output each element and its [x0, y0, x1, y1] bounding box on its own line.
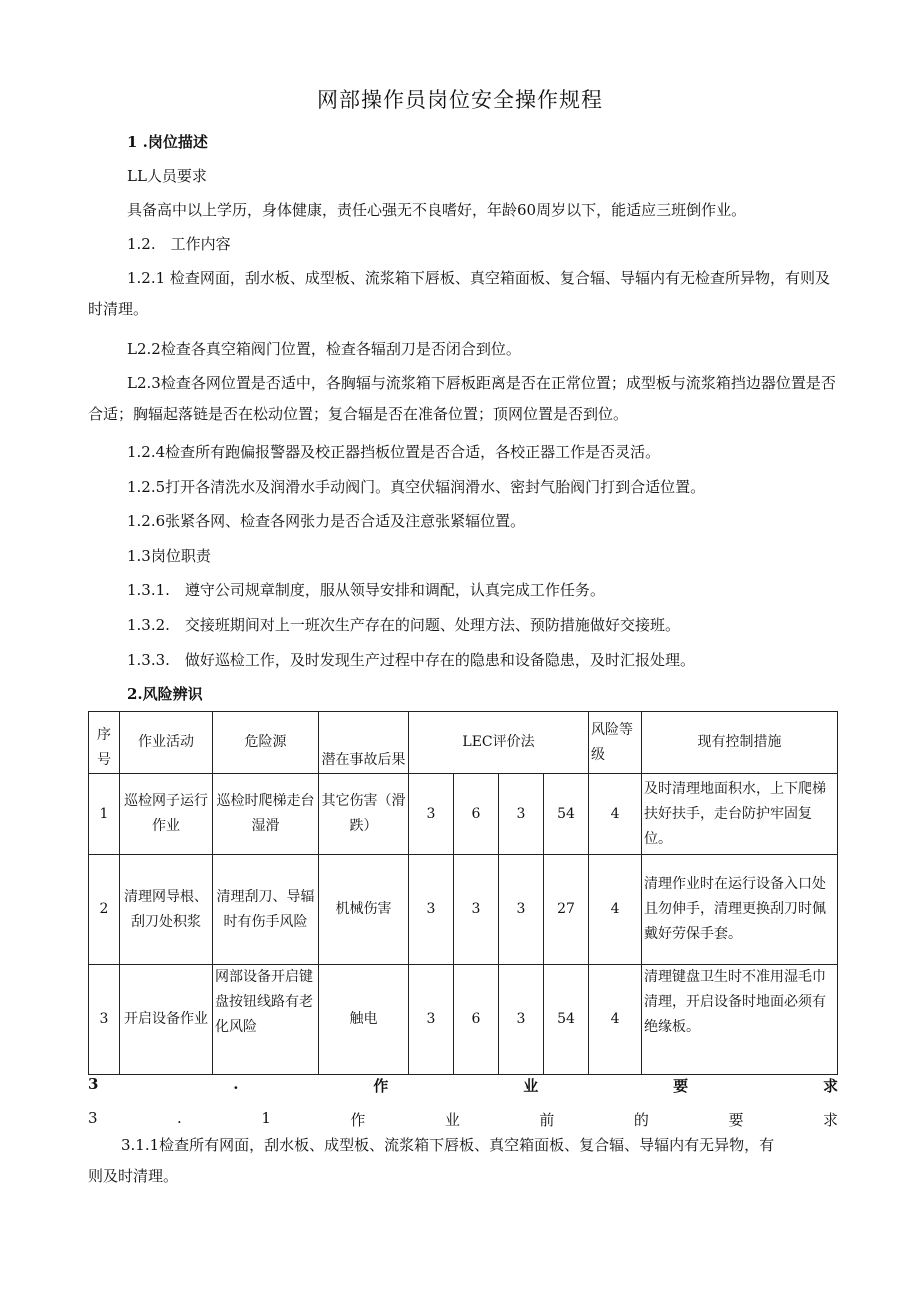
heading-char: 要: [673, 1077, 689, 1095]
heading-char: 作: [373, 1077, 389, 1095]
item-1-3-2: 1.3.2. 交接班期间对上一班次生产存在的问题、处理方法、预防措施做好交接班。: [127, 616, 680, 634]
heading-char: 求: [822, 1111, 838, 1129]
subsection-1-1-text: 具备高中以上学历，身体健康，责任心强无不良嗜好，年龄60周岁以下，能适应三班倒作业。: [127, 201, 747, 219]
cell-c: 3: [499, 855, 544, 965]
table-header-row: [89, 712, 838, 774]
item-1-2-3: L2.3检查各网位置是否适中，各胸辐与流浆箱下唇板距离是否在正常位置；成型板与流浆箱挡边器位置是否合适；胸辐起落链是否在松动位置；复合辐是否在准备位置；顶网位置是否到位。: [88, 374, 836, 423]
heading-char: 求: [822, 1077, 838, 1095]
heading-char: 3: [88, 1075, 99, 1093]
subsection-1-1-heading: LL人员要求: [127, 167, 207, 185]
cell-d: 27: [544, 855, 589, 965]
heading-char: .: [177, 1109, 182, 1127]
heading-char: .: [233, 1075, 239, 1093]
cell-e: 3: [454, 855, 499, 965]
table-row: [89, 855, 838, 965]
section-3-heading: [88, 1075, 838, 1096]
cell-consequence: 机械伤害: [319, 855, 409, 965]
cell-level: 4: [589, 774, 642, 855]
heading-char: 3: [88, 1109, 98, 1127]
section-2-heading: 2.风险辨识: [127, 685, 203, 703]
header-activity: 作业活动: [120, 712, 213, 774]
cell-l: 3: [409, 774, 454, 855]
header-hazard: 危险源: [213, 712, 319, 774]
section-1-heading: 1 .岗位描述: [127, 133, 208, 151]
cell-hazard: 巡检时爬梯走台湿滑: [213, 774, 319, 855]
item-1-3-1: 1.3.1. 遵守公司规章制度，服从领导安排和调配，认真完成工作任务。: [127, 581, 605, 599]
cell-no: 1: [89, 774, 120, 855]
heading-char: 作: [350, 1111, 366, 1129]
subsection-3-1-heading: [88, 1109, 838, 1130]
header-no: 序号: [89, 712, 120, 774]
cell-e: 6: [454, 965, 499, 1075]
table-row: [89, 774, 838, 855]
cell-l: 3: [409, 855, 454, 965]
cell-c: 3: [499, 774, 544, 855]
cell-consequence: 触电: [319, 965, 409, 1075]
item-1-2-5: 1.2.5打开各清洗水及润滑水手动阀门。真空伏辐润滑水、密封气胎阀门打到合适位置。: [127, 478, 706, 496]
heading-char: 要: [728, 1111, 744, 1129]
item-1-2-4: 1.2.4检查所有跑偏报警器及校正器挡板位置是否合适，各校正器工作是否灵活。: [127, 443, 661, 461]
header-risk-level: 风险等级: [589, 712, 642, 774]
heading-char: 业: [523, 1077, 539, 1095]
heading-char: 1: [261, 1109, 271, 1127]
table-row: [89, 965, 838, 1075]
heading-char: 前: [539, 1111, 555, 1129]
cell-level: 4: [589, 965, 642, 1075]
header-measures: 现有控制措施: [642, 712, 838, 774]
cell-activity: 开启设备作业: [120, 965, 213, 1075]
cell-measures: 清理键盘卫生时不准用湿毛巾清理，开启设备时地面必须有绝缘板。: [642, 965, 838, 1075]
risk-table: [88, 711, 838, 1075]
cell-consequence: 其它伤害（滑跌）: [319, 774, 409, 855]
heading-char: 的: [633, 1111, 649, 1129]
subsection-1-2-heading: 1.2. 工作内容: [127, 235, 231, 253]
cell-d: 54: [544, 774, 589, 855]
item-1-3-3: 1.3.3. 做好巡检工作，及时发现生产过程中存在的隐患和设备隐患，及时汇报处理。: [127, 651, 695, 669]
page-title: 网部操作员岗位安全操作规程: [317, 88, 603, 112]
cell-measures: 清理作业时在运行设备入口处且勿伸手，清理更换刮刀时佩戴好劳保手套。: [642, 855, 838, 965]
cell-c: 3: [499, 965, 544, 1075]
cell-level: 4: [589, 855, 642, 965]
cell-activity: 巡检网子运行作业: [120, 774, 213, 855]
heading-char: 业: [444, 1111, 460, 1129]
header-consequence: 潜在事故后果: [319, 712, 409, 774]
cell-e: 6: [454, 774, 499, 855]
subsection-1-3-heading: 1.3岗位职责: [127, 547, 211, 565]
header-lec: LEC评价法: [409, 712, 589, 774]
cell-no: 2: [89, 855, 120, 965]
item-1-2-2: L2.2检查各真空箱阀门位置，检查各辐刮刀是否闭合到位。: [127, 340, 521, 358]
item-1-2-1: 1.2.1 检查网面，刮水板、成型板、流浆箱下唇板、真空箱面板、复合辐、导辐内有无检查所异物，有则及时清理。: [88, 269, 830, 318]
cell-measures: 及时清理地面积水，上下爬梯扶好扶手，走台防护牢固复位。: [642, 774, 838, 855]
item-1-2-6: 1.2.6张紧各网、检查各网张力是否合适及注意张紧辐位置。: [127, 512, 526, 530]
cell-activity: 清理网导根、刮刀处积浆: [120, 855, 213, 965]
cell-l: 3: [409, 965, 454, 1075]
item-3-1-1: 3.1.1检查所有网面，刮水板、成型板、流浆箱下唇板、真空箱面板、复合辐、导辐内有无异物，有则及时清理。: [88, 1136, 775, 1185]
cell-hazard: 网部设备开启键盘按钮线路有老化风险: [213, 965, 319, 1075]
cell-d: 54: [544, 965, 589, 1075]
cell-hazard: 清理刮刀、导辐时有伤手风险: [213, 855, 319, 965]
cell-no: 3: [89, 965, 120, 1075]
